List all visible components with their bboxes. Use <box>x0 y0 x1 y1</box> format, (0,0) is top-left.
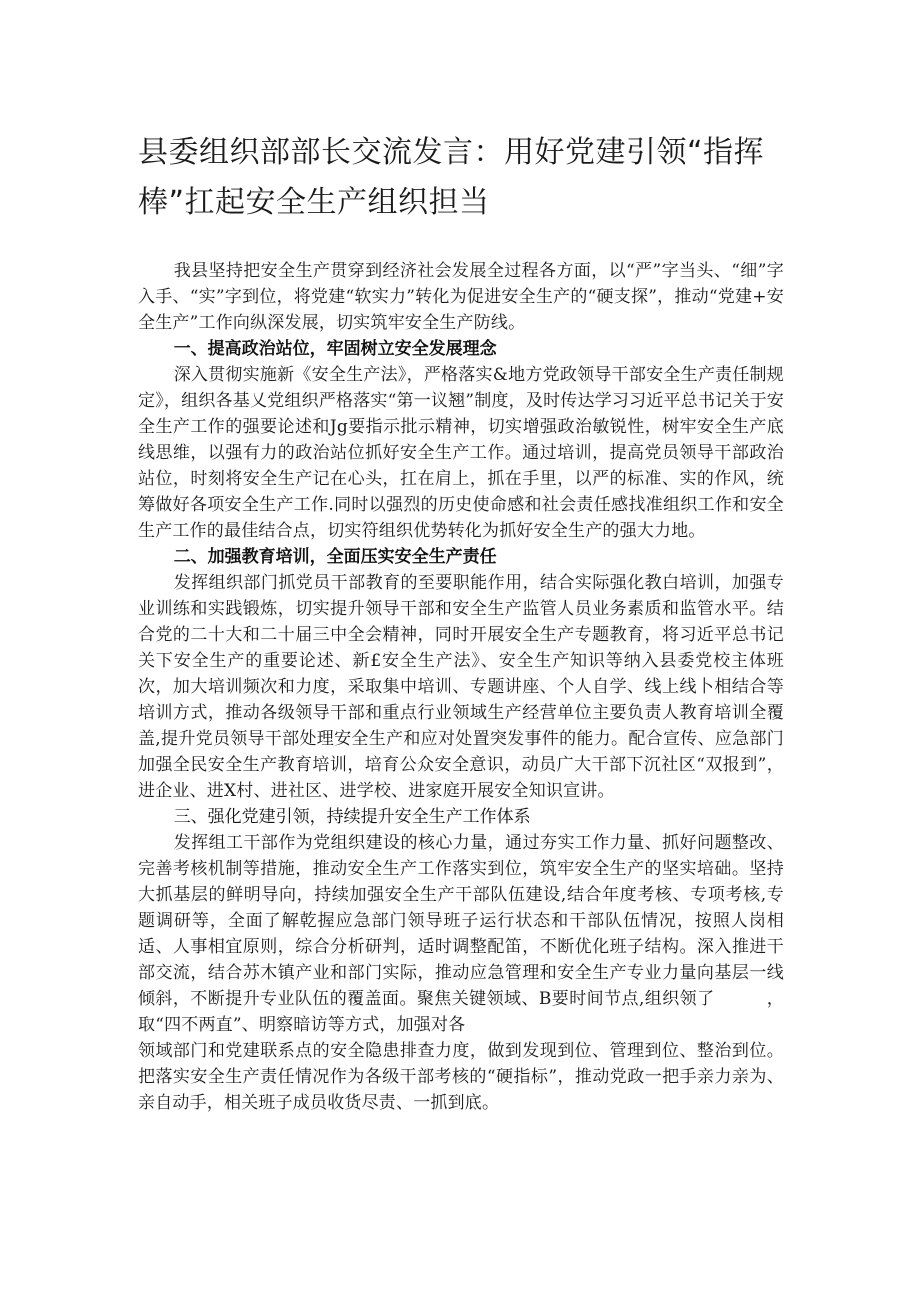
section-1-paragraph: 深入贯彻实施新《安全生产法》，严格落实&地方党政领导干部安全生产责任制规定》，组织各基乂党组织严格落实“第一议翘”制度，及时传达学习习近平总书记关于安全生产工作的强要论述和Jg要指示批示精神，切实增强政治敏锐性，树牢安全生产底线思维，以强有力的政治站位抓好安全生产工作。通过培训，提高党员领导干部政治站位，时刻将安全生产记在心头，扛在肩上，抓在手里，以严的标准、实的作风，统筹做好各项安全生产工作.同时以强烈的历史使命感和社会责任感找准组织工作和安全生产工作的最佳结合点，切实符组织优势转化为抓好安全生产的强大力地。 <box>138 365 784 541</box>
document-page <box>138 128 784 1116</box>
section-2-heading: 二、加强教育培训，全面压实安全生产责任 <box>173 547 497 567</box>
section-1-heading: 一、提高政治站位，牢固树立安全发展理念 <box>173 339 497 359</box>
document-title: 县委组织部部长交流发言：用好党建引领“指挥棒”扛起安全生产组织担当 <box>138 135 765 220</box>
section-3-paragraph-1: 发挥组工干部作为党组织建设的核心力量，通过夯实工作力量、抓好问题整改、完善考核机制等措施，推动安全生产工作落实到位，筑牢安全生产的坚实培础。坚持大抓基层的鲜明导向，持续加强安全生产干部队伍建设,结合年度考核、专项考核,专题调研等，全面了解乾握应急部门领导班子运行状态和干部队伍情况，按照人岗相适、人事相宜原则，综合分析研判，适时调整配笛，不断优化班子结构。深入推进干部交流，结合苏木镇产业和部门实际，推动应急管理和安全生产专业力量向基层一线倾斜，不断提升专业队伍的覆盖面。聚焦关键领域、B要时间节点,组织领了 ，取“四不两直”、明察暗访等方式，加强对各 <box>138 833 784 1035</box>
section-2-paragraph: 发挥组织部门抓党员干部教育的至要职能作用，结合实际强化教白培训，加强专业训练和实践锻炼，切实提升领导干部和安全生产监管人员业务素质和监管水平。结合党的二十大和二十届三中全会精神，同时开展安全生产专题教育，将习近平总书记关下安全生产的重要论述、新£安全生产法》、安全生产知识等纳入县委党校主体班次，加大培训频次和力度，采取集中培训、专题讲座、个人自学、线上线卜相结合等培训方式，推动各级领导干部和重点行业领域生产经营单位主要负责人教育培训全覆盖,提升党员领导干部处理安全生产和应对处置突发事件的能力。配合宣传、应急部门加强全民安全生产教育培训，培育公众安全意识，动员广大干部下沉社区“双报到”，进企业、进X村、进社区、进学校、进家庭开展安全知识宣讲。 <box>138 573 784 801</box>
section-3-paragraph-2: 领域部门和党建联系点的安全隐患排查力度，做到发现到位、管理到位、整治到位。把落实安全生产责任情况作为各级干部考核的“硬指标”，推动党政一把手亲力亲为、亲自动手，相关班子成员收货尽责、一抓到底。 <box>138 1041 784 1113</box>
intro-paragraph: 我县坚持把安全生产贯穿到经济社会发展全过程各方面，以“严”字当头、“细”字入手、“实”字到位，将党建“软实力”转化为促进安全生产的“硬支探”，推动“党建+安全生产”工作向纵深发展，切实筑牢安全生产防线。 <box>138 261 784 333</box>
section-3-heading: 三、强化党建引领，持续提升安全生产工作体系 <box>173 807 531 827</box>
document-body <box>138 258 784 1116</box>
